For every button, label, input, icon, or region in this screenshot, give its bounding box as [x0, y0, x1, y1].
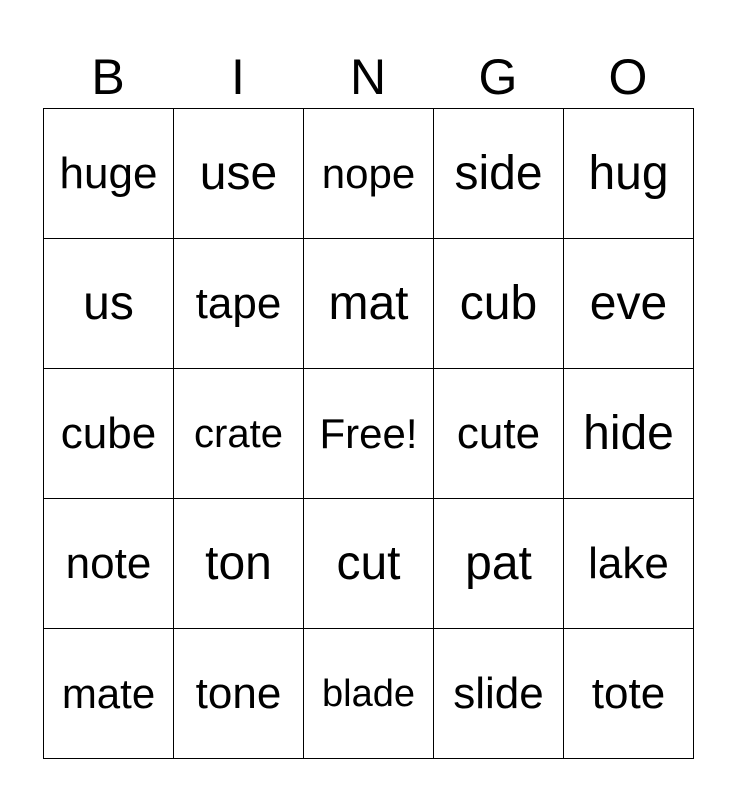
bingo-cell-r3-c3[interactable]: pat [434, 499, 564, 629]
bingo-cell-r0-c1[interactable]: use [174, 109, 304, 239]
bingo-cell-r4-c1[interactable]: tone [174, 629, 304, 759]
bingo-cell-r3-c4[interactable]: lake [564, 499, 694, 629]
header-letter-b: B [91, 49, 125, 105]
bingo-header [43, 42, 693, 108]
bingo-cell-r4-c3[interactable]: slide [434, 629, 564, 759]
bingo-cell-r3-c2[interactable]: cut [304, 499, 434, 629]
bingo-cell-r1-c1[interactable]: tape [174, 239, 304, 369]
bingo-cell-r0-c0[interactable]: huge [44, 109, 174, 239]
header-letter-o: O [608, 49, 648, 105]
bingo-cell-r3-c0[interactable]: note [44, 499, 174, 629]
bingo-cell-r2-c0[interactable]: cube [44, 369, 174, 499]
bingo-cell-r3-c1[interactable]: ton [174, 499, 304, 629]
bingo-cell-r0-c3[interactable]: side [434, 109, 564, 239]
bingo-cell-r1-c4[interactable]: eve [564, 239, 694, 369]
bingo-card [43, 42, 693, 759]
bingo-cell-r4-c4[interactable]: tote [564, 629, 694, 759]
bingo-cell-r2-c1[interactable]: crate [174, 369, 304, 499]
bingo-cell-r2-c3[interactable]: cute [434, 369, 564, 499]
bingo-grid [43, 108, 694, 759]
header-letter-n: N [349, 49, 387, 105]
bingo-cell-r2-c2[interactable]: Free! [304, 369, 434, 499]
bingo-cell-r1-c2[interactable]: mat [304, 239, 434, 369]
bingo-cell-r2-c4[interactable]: hide [564, 369, 694, 499]
header-letter-g: G [478, 49, 518, 105]
bingo-cell-r1-c3[interactable]: cub [434, 239, 564, 369]
bingo-cell-r0-c4[interactable]: hug [564, 109, 694, 239]
bingo-cell-r4-c0[interactable]: mate [44, 629, 174, 759]
bingo-cell-r4-c2[interactable]: blade [304, 629, 434, 759]
bingo-cell-r1-c0[interactable]: us [44, 239, 174, 369]
header-letter-i: I [231, 49, 245, 105]
bingo-cell-r0-c2[interactable]: nope [304, 109, 434, 239]
